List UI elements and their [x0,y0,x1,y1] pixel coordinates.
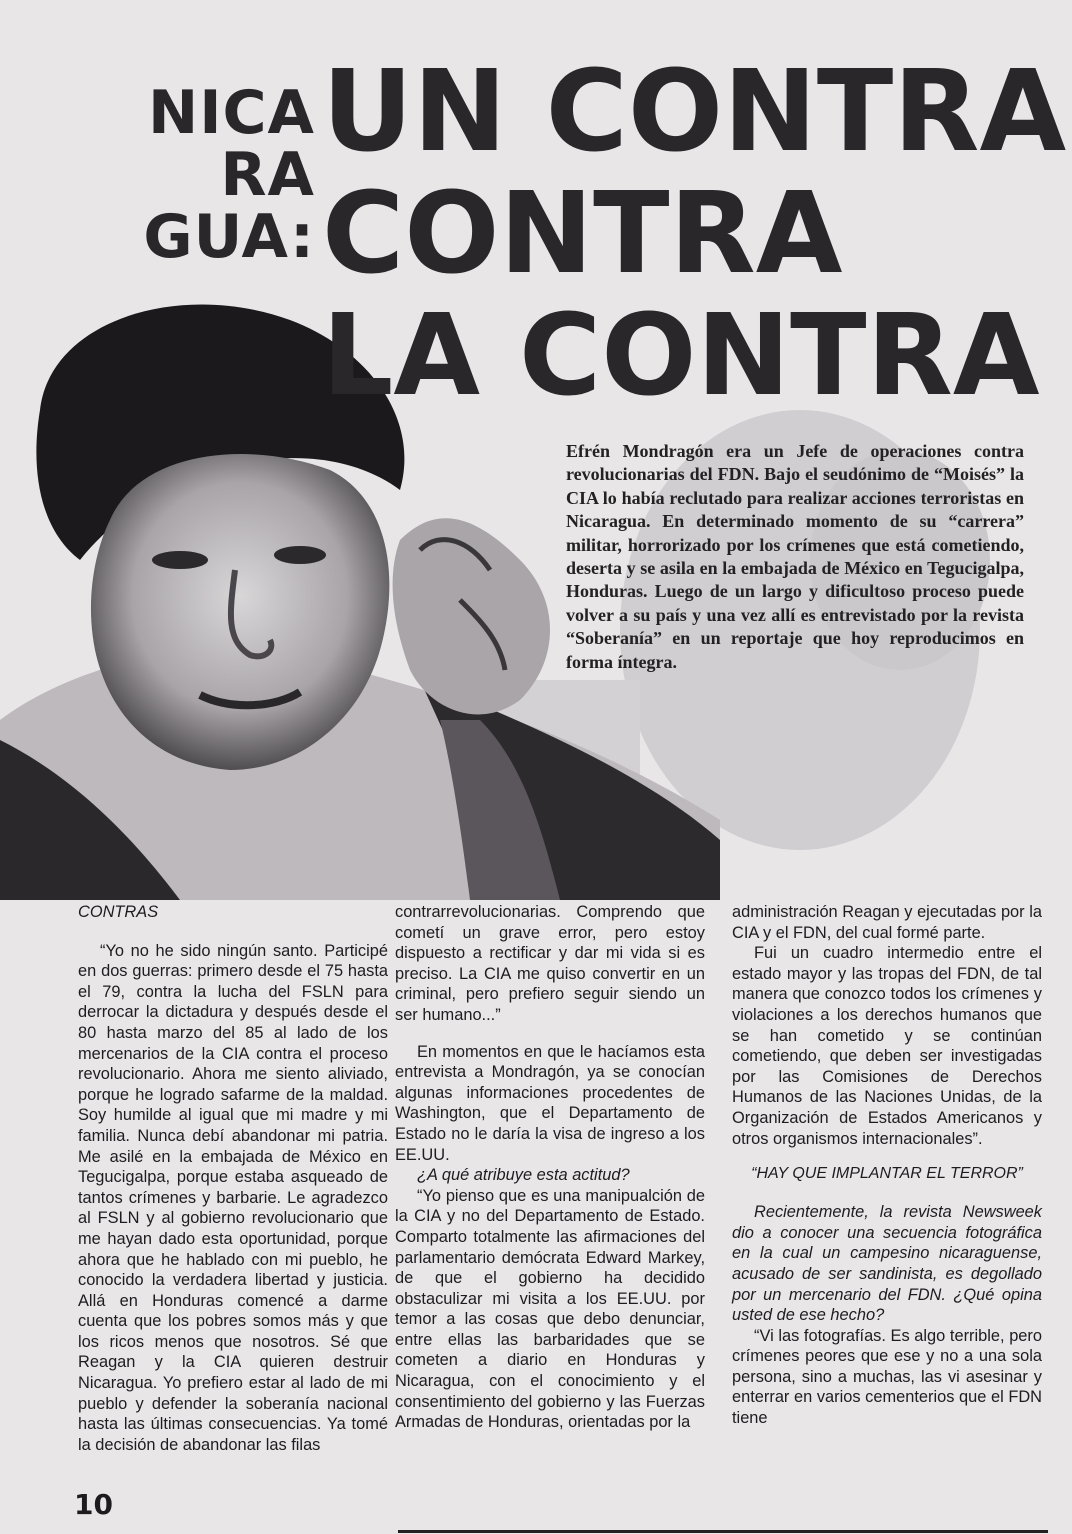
headline-country-line-2: RA [220,140,315,210]
column-1-paragraph-1: “Yo no he sido ningún santo. Participé en dos guerras: primero desde el 75 hasta el 79, contra la lucha del FSLN para derrocar la dictadura y después desde el 80 hasta marzo del 85 al lado de los mercenarios de la CIA contra el proceso revolucionario. Ahora me siento aliviado, porque he logrado safarme de la maldad. Soy humilde al igual que mi madre y mi familia. Nunca debí abandonar mi patria. Me asilé en la embajada de México en Tegucigalpa, porque estaba asqueado de tantos crímenes y barbarie. Le agradezco al FSLN y al gobierno revolucionario que me hayan dado esta oportunidad, porque ahora que he hablado con mi pueblo, he conocido la verdadera libertad y justicia. Allá en Honduras comencé a darme cuenta que los pobres somos más y que los ricos menos que nosotros. Sé que Reagan y la CIA quieren destruir Nicaragua. Yo prefiero estar al lado de mi pueblo y defender la soberanía nacional hasta las últimas consecuencias. Ya tomé la decisión de abandonar las filas [78,941,388,1454]
headline-title [322,47,1067,421]
section-heading-terror: “HAY QUE IMPLANTAR EL TERROR” [751,1165,1023,1183]
footer-rule [398,1530,1048,1533]
column-2 [395,902,705,1433]
column-2-paragraph-1: contrarrevolucionarias. Comprendo que cometí un grave error, pero estoy dispuesto a rectificar y dar mi vida si es preciso. La CIA me quiso convertir en un criminal, pero prefiero seguir siendo un ser humano...” [395,903,705,1024]
column-2-paragraph-2: En momentos en que le hacíamos esta entrevista a Mondragón, ya se conocían algunas informaciones procedentes de Washington, que el Departamento de Estado no le daría la visa de ingreso a los EE.UU. [395,1042,705,1164]
page-number: 10 [74,1488,113,1521]
intro-paragraph: Efrén Mondragón era un Jefe de operaciones contra revolucionarias del FDN. Bajo el seudónimo de “Moisés” la CIA lo había reclutado para realizar acciones terroristas en Nicaragua. En determinado momento de su “carrera” militar, horrorizado por los crímenes que está cometiendo, deserta y se asila en la embajada de México en Tegucigalpa, Honduras. Luego de un largo y dificultoso proceso puede volver a su país y una vez allí es entrevistado por la revista “Soberanía” en un reportaje que hoy reproducimos en forma íntegra. [566,441,1024,672]
column-3-paragraph-1: administración Reagan y ejecutadas por la CIA y el FDN, del cual formé parte. [732,903,1042,942]
column-3-question: Recientemente, la revista Newsweek dio a conocer una secuencia fotográfica en la cual un campesino nicaraguense, acusado de ser sandinista, es degollado por un mercenario del FDN. ¿Qué opina usted de ese hecho? [732,1203,1042,1325]
headline-title-line-2: CONTRA [322,169,843,299]
column-3-paragraph-2: Fui un cuadro intermedio entre el estado mayor y las tropas del FDN, de tal manera que conozco todos los crímenes y violaciones a los derechos humanos que se han cometido y se continúan cometiendo, que deben ser investigadas por las Comisiones de Derechos Humanos de las Naciones Unidas, de la Organización de Estados Americanos y otros organismos internacionales”. [732,944,1042,1148]
column-3-paragraph-4: “Vi las fotografías. Es algo terrible, pero crímenes peores que ese y no a una sola persona, sino a muchas, las vi asesinar y enterrar en varios cementerios que el FDN tiene [732,1326,1042,1428]
headline-country [100,78,315,272]
headline-title-line-3: LA CONTRA [322,291,1040,421]
column-1 [78,902,388,1455]
column-3 [732,902,1042,1429]
interview-question: ¿A qué atribuye esta actitud? [417,1166,630,1185]
column-2-paragraph-3: “Yo pienso que es una manipualción de la CIA y no del Departamento de Estado. Comparto totalmente las afirmaciones del parlamentario demócrata Edward Markey, de que el gobierno ha decidido obstaculizar mi visita a los EE.UU. por temor a las cosas que debo denunciar, entre ellas las barbaridades que se cometen a diario en Honduras y Nicaragua, con el conocimiento y el consentimiento del gobierno y las Fuerzas Armadas de Honduras, orientadas por la [395,1186,705,1432]
headline-title-line-1: UN CONTRA [322,47,1067,177]
headline-country-line-3: GUA: [143,202,315,272]
section-heading-contras: CONTRAS [78,903,159,921]
headline-country-line-1: NICA [147,78,315,148]
